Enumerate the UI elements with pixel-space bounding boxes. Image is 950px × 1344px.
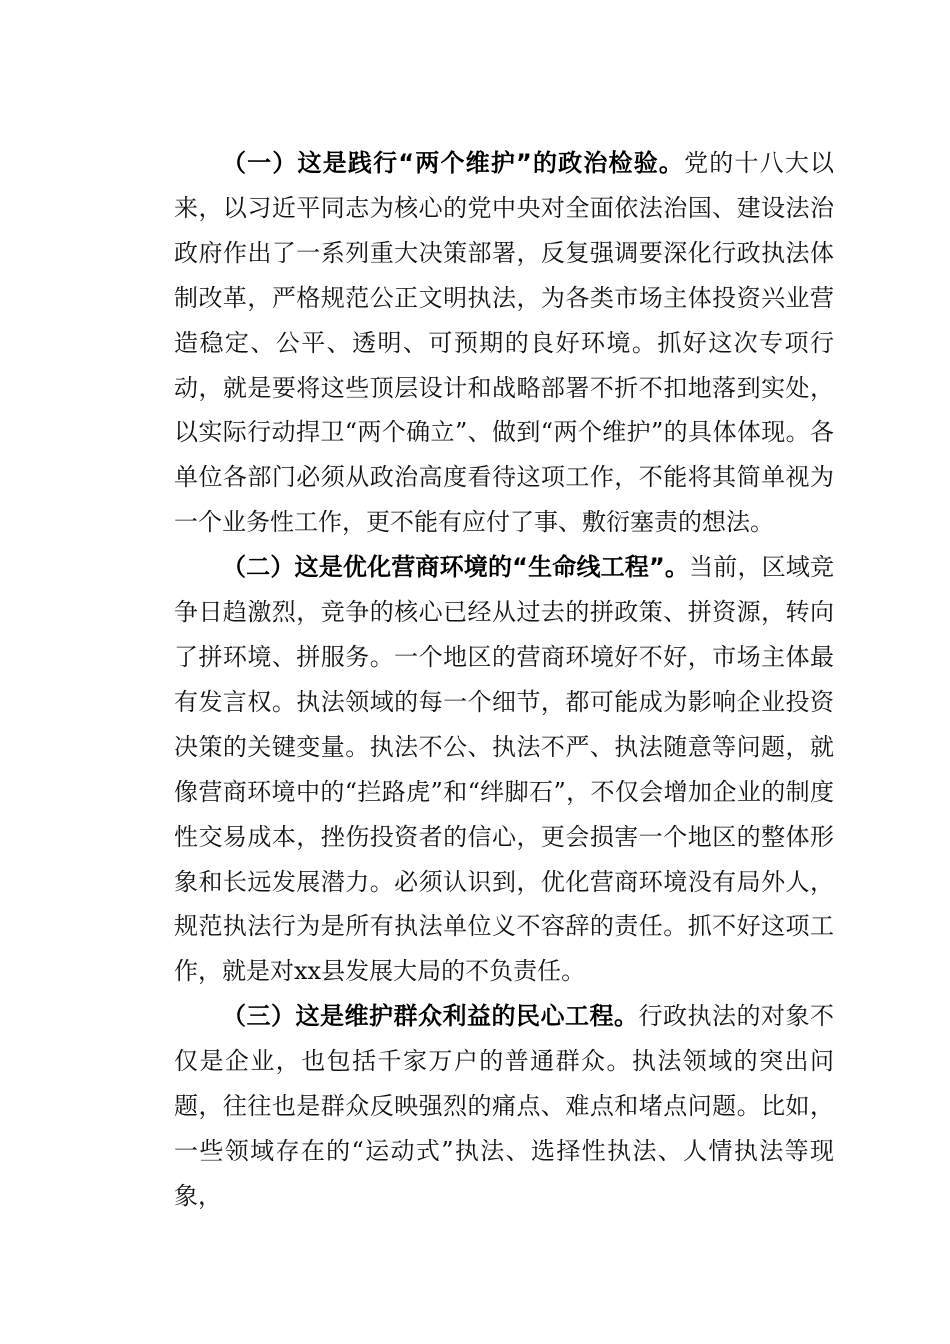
paragraph-3-heading: （三）这是维护群众利益的民心工程。 bbox=[222, 1002, 639, 1031]
paragraph-2-text: 当前，区域竞争日趋激烈，竞争的核心已经从过去的拼政策、拼资源，转向了拼环境、拼服务。一个地区的营商环境好不好，市场主体最有发言权。执法领域的每一个细节，都可能成为影响企业投资决策的关键变量。执法不公、执法不严、执法随意等问题，就像营商环境中的“拦路虎”和“绊脚石”，不仅会增加企业的制度性交易成本，挫伤投资者的信心，更会损害一个地区的整体形象和长远发展潜力。必须认识到，优化营商环境没有局外人，规范执法行为是所有执法单位义不容辞的责任。抓不好这项工作，就是对xx县发展大局的不负责任。 bbox=[174, 553, 834, 986]
paragraph-1-heading: （一）这是践行“两个维护”的政治检验。 bbox=[222, 149, 685, 177]
paragraph-2 bbox=[174, 545, 834, 994]
paragraph-2-heading: （二）这是优化营商环境的“生命线工程”。 bbox=[222, 553, 690, 582]
paragraph-1-text: 党的十八大以来，以习近平同志为核心的党中央对全面依法治国、建设法治政府作出了一系列重大决策部署，反复强调要深化行政执法体制改革，严格规范公正文明执法，为各类市场主体投资兴业营造稳定、公平、透明、可预期的良好环境。抓好这次专项行动，就是要将这些顶层设计和战略部署不折不扣地落到实处，以实际行动捍卫“两个确立”、做到“两个维护”的具体体现。各单位各部门必须从政治高度看待这项工作，不能将其简单视为一个业务性工作，更不能有应付了事、敷衍塞责的想法。 bbox=[174, 149, 835, 537]
paragraph-1 bbox=[174, 141, 834, 545]
paragraph-3 bbox=[174, 994, 834, 1219]
paragraph-3-text: 行政执法的对象不仅是企业，也包括千家万户的普通群众。执法领域的突出问题，往往也是群众反映强烈的痛点、难点和堵点问题。比如，一些领域存在的“运动式”执法、选择性执法、人情执法等现象， bbox=[174, 1002, 834, 1210]
document-body bbox=[174, 141, 834, 1219]
